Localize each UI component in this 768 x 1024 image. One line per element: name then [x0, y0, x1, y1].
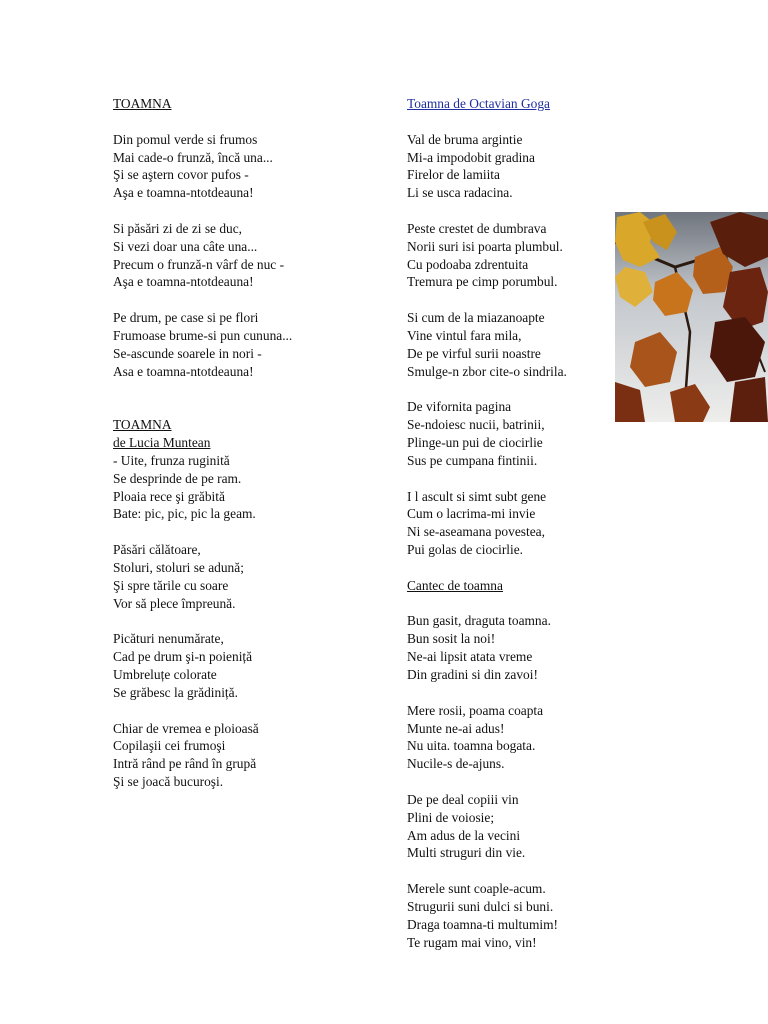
poem-line: Mai cade-o frunză, încă una... — [113, 149, 273, 165]
poem-line: Ni se-aseamana povestea, — [407, 524, 545, 540]
poem-line: Chiar de vremea e ploioasă — [113, 720, 259, 736]
poem-line: Si cum de la miazanoapte — [407, 310, 545, 326]
poem-line: De vifornita pagina — [407, 399, 512, 415]
poem-stanza — [113, 630, 383, 701]
poem-line: Cum o lacrima-mi invie — [407, 506, 536, 522]
poem-line: Intră rând pe rând în grupă — [113, 756, 257, 772]
poem-stanza — [407, 131, 607, 202]
poem-line: Pe drum, pe case si pe flori — [113, 310, 259, 326]
poem-author: de Lucia Muntean — [113, 435, 211, 451]
poem-line: Nucile-s de-ajuns. — [407, 756, 505, 772]
poem-line: Se grăbesc la grădiniță. — [113, 684, 238, 700]
poem-line: Si vezi doar una câte una... — [113, 238, 258, 254]
poem-stanza — [407, 880, 607, 951]
poem-line: Şi se joacă bucuroşi. — [113, 774, 224, 790]
poem-stanza — [407, 220, 607, 291]
poem-line: Din pomul verde si frumos — [113, 131, 258, 147]
poem-line: Din gradini si din zavoi! — [407, 667, 538, 682]
poem-stanza — [113, 452, 383, 523]
right-column — [407, 95, 607, 952]
poem-stanza — [113, 220, 383, 291]
poem-line: Frumoase brume-si pun cununa... — [113, 327, 293, 343]
poem-line: Plini de voiosie; — [407, 809, 495, 825]
poem-line: Şi spre tările cu soare — [113, 577, 229, 593]
poem-line: Am adus de la vecini — [407, 827, 521, 843]
poem-line: Vor să plece împreună. — [113, 595, 236, 611]
poem-line: Val de bruma argintie — [407, 131, 523, 147]
poem-line: Mere rosii, poama coapta — [407, 702, 544, 718]
poem-line: Draga toamna-ti multumim! — [407, 916, 558, 932]
poem-title: Cantec de toamna — [407, 577, 503, 593]
poem-line: Şi se aştern covor pufos - — [113, 167, 249, 183]
poem-stanza — [407, 488, 607, 559]
autumn-leaves-photo — [615, 212, 768, 422]
poem-line: Aşa e toamna-ntotdeauna! — [113, 274, 254, 290]
poem-title-link[interactable]: Toamna de Octavian Goga — [407, 96, 550, 111]
poem-line: Ne-ai lipsit atata vreme — [407, 649, 533, 665]
poem-line: Picături nenumărate, — [113, 631, 224, 647]
poem-line: Se-ascunde soarele in nori - — [113, 345, 262, 361]
poem-line: Te rugam mai vino, vin! — [407, 934, 537, 950]
poem-line: Peste crestet de dumbrava — [407, 220, 547, 236]
poem-line: Munte ne-ai adus! — [407, 720, 505, 736]
poem-line: Stoluri, stoluri se adună; — [113, 559, 244, 575]
poem-line: De pe virful surii noastre — [407, 345, 541, 361]
poem-line: Se desprinde de pe ram. — [113, 470, 242, 486]
poem-stanza — [113, 720, 383, 791]
poem-stanza — [113, 541, 383, 612]
poem-line: Nu uita. toamna bogata. — [407, 738, 536, 754]
poem-line: Si păsări zi de zi se duc, — [113, 220, 243, 236]
poem-stanza — [407, 398, 607, 469]
autumn-leaves-icon — [615, 212, 768, 422]
poem-line: Cu podoaba zdrentuita — [407, 256, 529, 272]
poem-stanza — [407, 309, 607, 380]
poem-stanza — [113, 309, 383, 380]
poem-line: Strugurii suni dulci si buni. — [407, 898, 554, 914]
poem-line: Norii suri isi poarta plumbul. — [407, 238, 563, 254]
poem-line: Vine vintul fara mila, — [407, 327, 522, 343]
poem-line: Asa e toamna-ntotdeauna! — [113, 363, 254, 379]
left-column — [113, 95, 383, 791]
poem-line: Ploaia rece şi grăbită — [113, 488, 225, 504]
poem-line: Bun sosit la noi! — [407, 631, 496, 647]
poem-stanza — [407, 791, 607, 862]
poem-line: Bate: pic, pic, pic la geam. — [113, 506, 256, 522]
poem-line: Tremura pe cimp porumbul. — [407, 274, 558, 290]
poem-line: Copilaşii cei frumoşi — [113, 738, 226, 754]
poem-line: Firelor de lamiita — [407, 167, 500, 183]
poem-line: Păsări călătoare, — [113, 542, 201, 558]
poem-line: Smulge-n zbor cite-o sindrila. — [407, 363, 567, 379]
poem-line: I l ascult si simt subt gene — [407, 488, 547, 504]
poem-line: Mi-a impodobit gradina — [407, 149, 535, 165]
poem-line: Multi struguri din vie. — [407, 845, 526, 861]
poem-line: Sus pe cumpana fintinii. — [407, 452, 538, 468]
poem-line: Aşa e toamna-ntotdeauna! — [113, 185, 254, 201]
poem-line: Precum o frunză-n vârf de nuc - — [113, 256, 285, 272]
poem-line: De pe deal copiii vin — [407, 791, 519, 807]
poem-stanza — [113, 131, 383, 202]
poem-line: - Uite, frunza ruginită — [113, 452, 230, 468]
poem-stanza — [407, 702, 607, 773]
poem-line: Pui golas de ciocirlie. — [407, 542, 524, 558]
poem-line: Umbreluțe colorate — [113, 667, 217, 682]
poem-title: TOAMNA — [113, 96, 172, 111]
poem-title: TOAMNA — [113, 417, 172, 433]
poem-line: Merele sunt coaple-acum. — [407, 881, 546, 897]
poem-line: Cad pe drum şi-n poieniță — [113, 649, 253, 665]
poem-line: Se-ndoiesc nucii, batrinii, — [407, 417, 545, 433]
poem-line: Bun gasit, draguta toamna. — [407, 613, 551, 629]
poem-line: Plinge-un pui de ciocirlie — [407, 435, 543, 451]
poem-stanza — [407, 612, 607, 683]
poem-line: Li se usca radacina. — [407, 185, 513, 201]
